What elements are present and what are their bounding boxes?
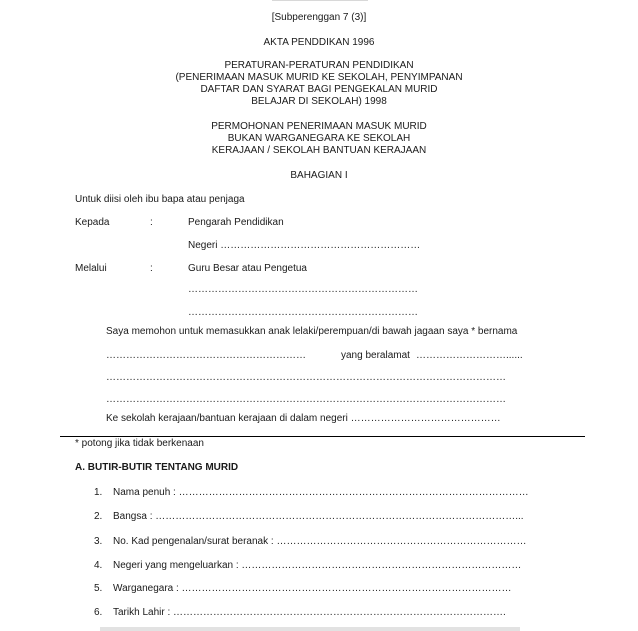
address-field-line-3[interactable]: ………………………………………………………………………………………………………… — [106, 394, 506, 405]
divider-line — [60, 436, 585, 437]
race-field[interactable]: Bangsa : ………………………………………………………………………………………………... — [113, 511, 524, 522]
item-number: 4. — [94, 560, 103, 571]
form-title-line-3: KERAJAAN / SEKOLAH BANTUAN KERAJAAN — [211, 145, 427, 156]
via-label: Melalui — [75, 263, 107, 274]
form-title-line-1: PERMOHONAN PENERIMAAN MASUK MURID — [211, 121, 427, 132]
fill-instruction: Untuk diisi oleh ibu bapa atau penjaga — [75, 194, 245, 205]
state-field[interactable]: Negeri …………………………………………………… — [188, 240, 421, 251]
id-number-field[interactable]: No. Kad pengenalan/surat beranak : ………………………………………………………………… — [113, 536, 527, 547]
via-field-2[interactable]: …………………………………………………………… — [188, 307, 418, 318]
section-a-heading: A. BUTIR-BUTIR TENTANG MURID — [75, 462, 239, 473]
via-colon: : — [150, 263, 153, 274]
subsection-ref: [Subperenggan 7 (3)] — [271, 12, 367, 23]
footnote: * potong jika tidak berkenaan — [75, 438, 204, 449]
regulation-line-2: (PENERIMAAN MASUK MURID KE SEKOLAH, PENYIMPANAN — [175, 72, 463, 83]
to-colon: : — [150, 217, 153, 228]
item-number: 2. — [94, 511, 103, 522]
item-number: 5. — [94, 583, 103, 594]
to-value: Pengarah Pendidikan — [188, 217, 284, 228]
citizenship-field[interactable]: Warganegara : ……………………………………………………………………………………… — [113, 583, 512, 594]
regulation-line-3: DAFTAR DAN SYARAT BAGI PENGEKALAN MURID — [200, 84, 438, 95]
via-value: Guru Besar atau Pengetua — [188, 263, 307, 274]
item-number: 1. — [94, 487, 103, 498]
via-field-1[interactable]: …………………………………………………………… — [188, 284, 418, 295]
issuing-state-field[interactable]: Negeri yang mengeluarkan : ………………………………………………………………………… — [113, 560, 522, 571]
item-number: 6. — [94, 607, 103, 618]
address-field-line-2[interactable]: ………………………………………………………………………………………………………… — [106, 372, 506, 383]
full-name-field[interactable]: Nama penuh : …………………………………………………………………………………………… — [113, 487, 529, 498]
regulation-line-4: BELAJAR DI SEKOLAH) 1998 — [251, 96, 387, 107]
form-title-line-2: BUKAN WARGANEGARA KE SEKOLAH — [227, 133, 411, 144]
address-field-start[interactable]: ………………………...... — [416, 350, 523, 361]
regulation-line-1: PERATURAN-PERATURAN PENDIDIKAN — [224, 60, 414, 71]
act-title: AKTA PENDDIKAN 1996 — [263, 37, 375, 48]
school-state-line[interactable]: Ke sekolah kerajaan/bantuan kerajaan di dalam negeri ……………………………………… — [106, 413, 501, 424]
to-label: Kepada — [75, 217, 110, 228]
birth-date-field[interactable]: Tarikh Lahir : ………………………………………………………………………………………. — [113, 607, 506, 618]
item-number: 3. — [94, 536, 103, 547]
cropped-top-text — [272, 0, 368, 1]
request-statement: Saya memohon untuk memasukkan anak lelaki/perempuan/di bawah jagaan saya * bernama — [106, 326, 518, 337]
part-heading: BAHAGIAN I — [290, 170, 348, 181]
cropped-bottom-text — [100, 627, 520, 631]
child-name-field[interactable]: …………………………………………………… — [106, 350, 306, 361]
address-label: yang beralamat — [341, 350, 410, 361]
